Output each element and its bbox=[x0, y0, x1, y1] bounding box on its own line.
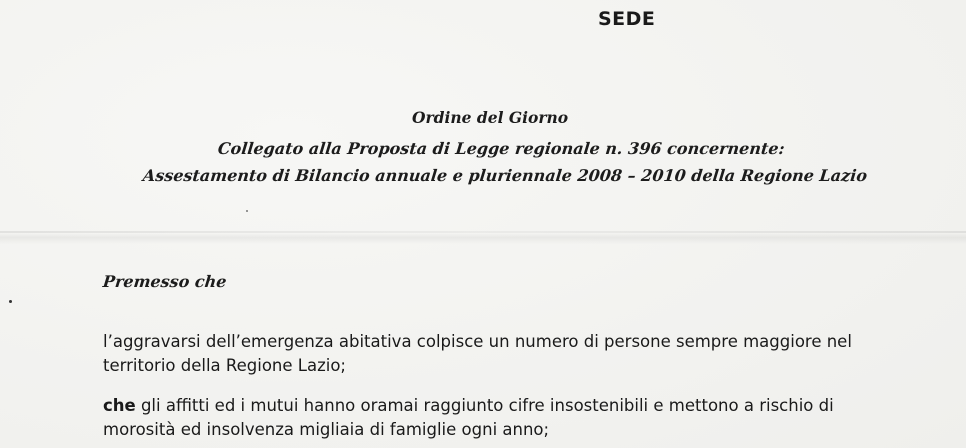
paragraph-emergenza bbox=[103, 330, 852, 378]
margin-dot bbox=[9, 300, 12, 303]
paragraph-affitti bbox=[103, 394, 834, 442]
title-ordine-del-giorno: Ordine del Giorno bbox=[412, 108, 569, 127]
title-collegato: Collegato alla Proposta di Legge regionale n. 396 concernente: bbox=[217, 139, 786, 158]
section-heading-premesso: Premesso che bbox=[102, 272, 228, 291]
paragraph-line: l’aggravarsi dell’emergenza abitativa colpisce un numero di persone sempre maggiore nel bbox=[103, 332, 852, 351]
paper-fold-line bbox=[0, 231, 966, 233]
keyword-che: che bbox=[103, 396, 136, 415]
paragraph-line: territorio della Regione Lazio; bbox=[103, 356, 346, 375]
paper-speck bbox=[246, 210, 248, 212]
title-assestamento: Assestamento di Bilancio annuale e pluriennale 2008 – 2010 della Regione Lazio bbox=[142, 166, 869, 185]
recipient-sede: SEDE bbox=[598, 8, 656, 30]
paragraph-line: morosità ed insolvenza migliaia di famiglie ogni anno; bbox=[103, 420, 550, 439]
paragraph-line bbox=[103, 394, 834, 418]
paragraph-line-rest: gli affitti ed i mutui hanno oramai raggiunto cifre insostenibili e mettono a rischio di bbox=[135, 396, 834, 415]
